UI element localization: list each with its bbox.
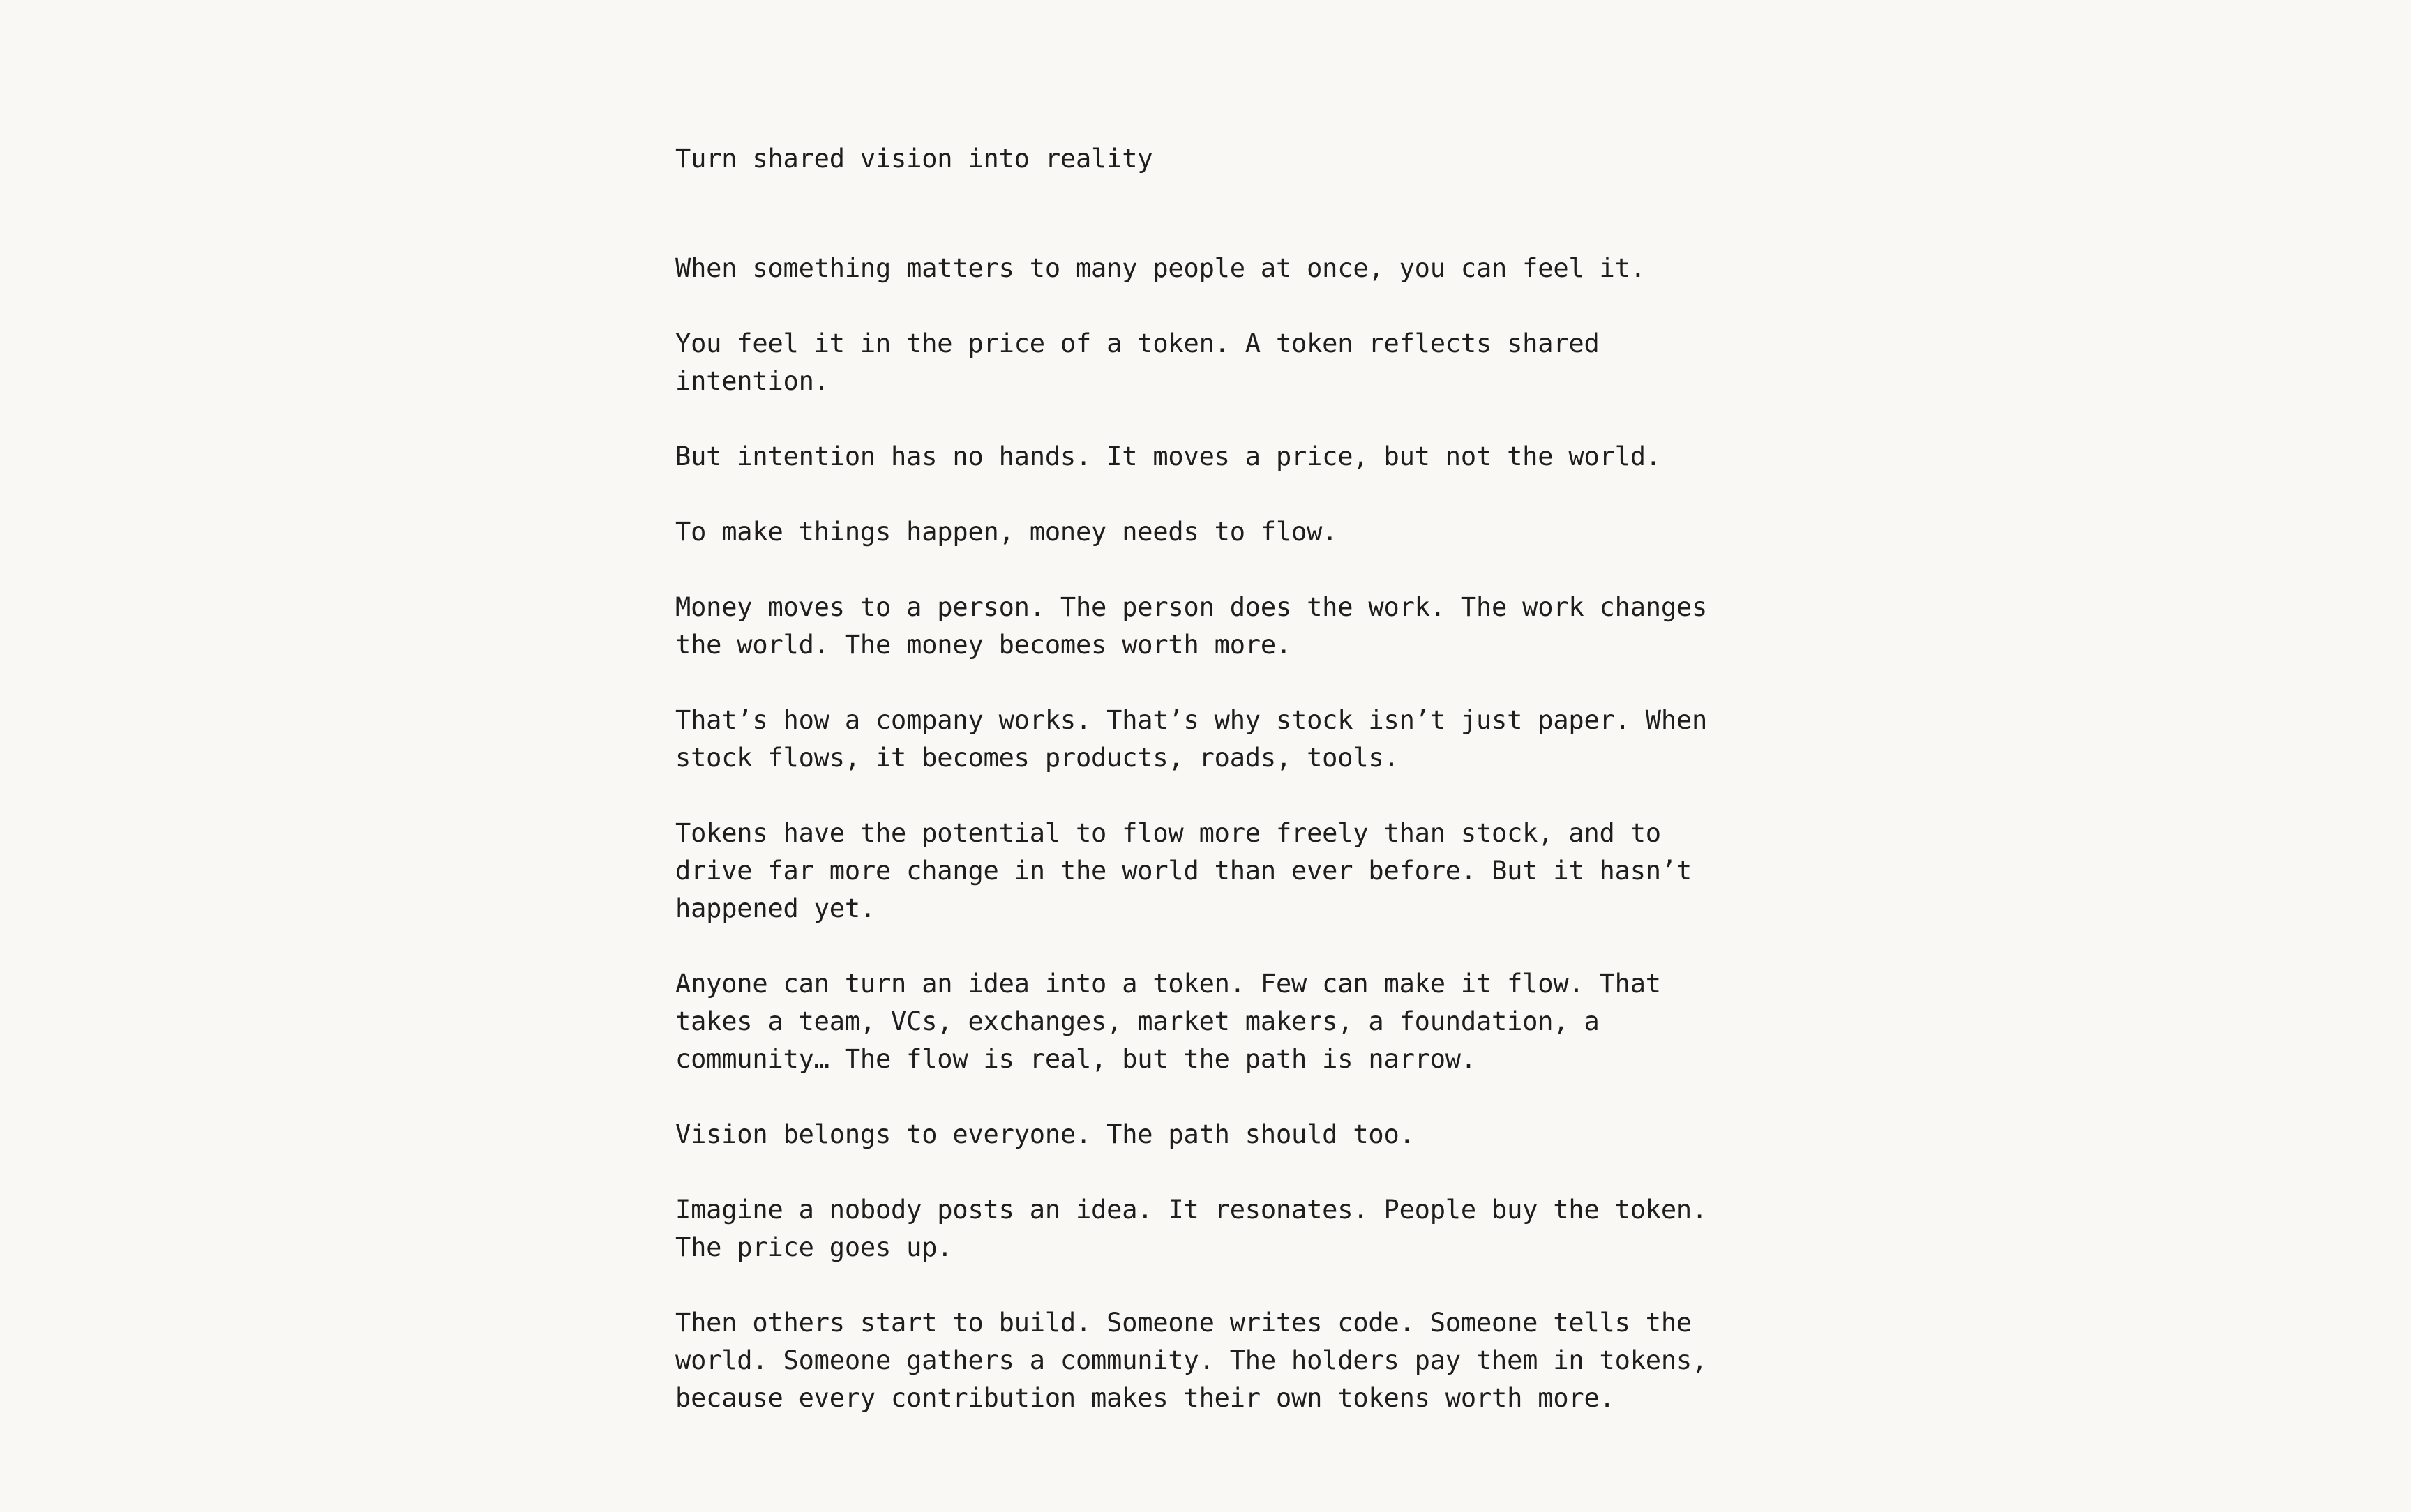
paragraph: Imagine a nobody posts an idea. It resonates. People buy the token. The price goes up. [675,1195,1708,1262]
page-title: Turn shared vision into reality [675,144,1153,174]
article-body [675,250,1736,1417]
paragraph: Tokens have the potential to flow more freely than stock, and to drive far more change in the world than ever before. But it hasn’t happened yet. [675,818,1692,923]
paragraph: But intention has no hands. It moves a price, but not the world. [675,441,1661,471]
paragraph: That’s how a company works. That’s why stock isn’t just paper. When stock flows, it becomes products, roads, tools. [675,705,1708,773]
paragraph: Anyone can turn an idea into a token. Few can make it flow. That takes a team, VCs, exchanges, market makers, a foundation, a community… The flow is real, but the path is narrow. [675,969,1661,1074]
paragraph: To make things happen, money needs to flow. [675,517,1338,547]
paragraph: Then others start to build. Someone writes code. Someone tells the world. Someone gathers a community. The holders pay them in tokens, because every contribution makes their own tokens worth more. [675,1308,1708,1413]
paragraph: When something matters to many people at once, you can feel it. [675,253,1646,283]
paragraph: Vision belongs to everyone. The path should too. [675,1119,1415,1149]
article [675,137,1736,1455]
paragraph: Money moves to a person. The person does the work. The work changes the world. The money becomes worth more. [675,592,1708,660]
paragraph: You feel it in the price of a token. A token reflects shared intention. [675,328,1600,396]
